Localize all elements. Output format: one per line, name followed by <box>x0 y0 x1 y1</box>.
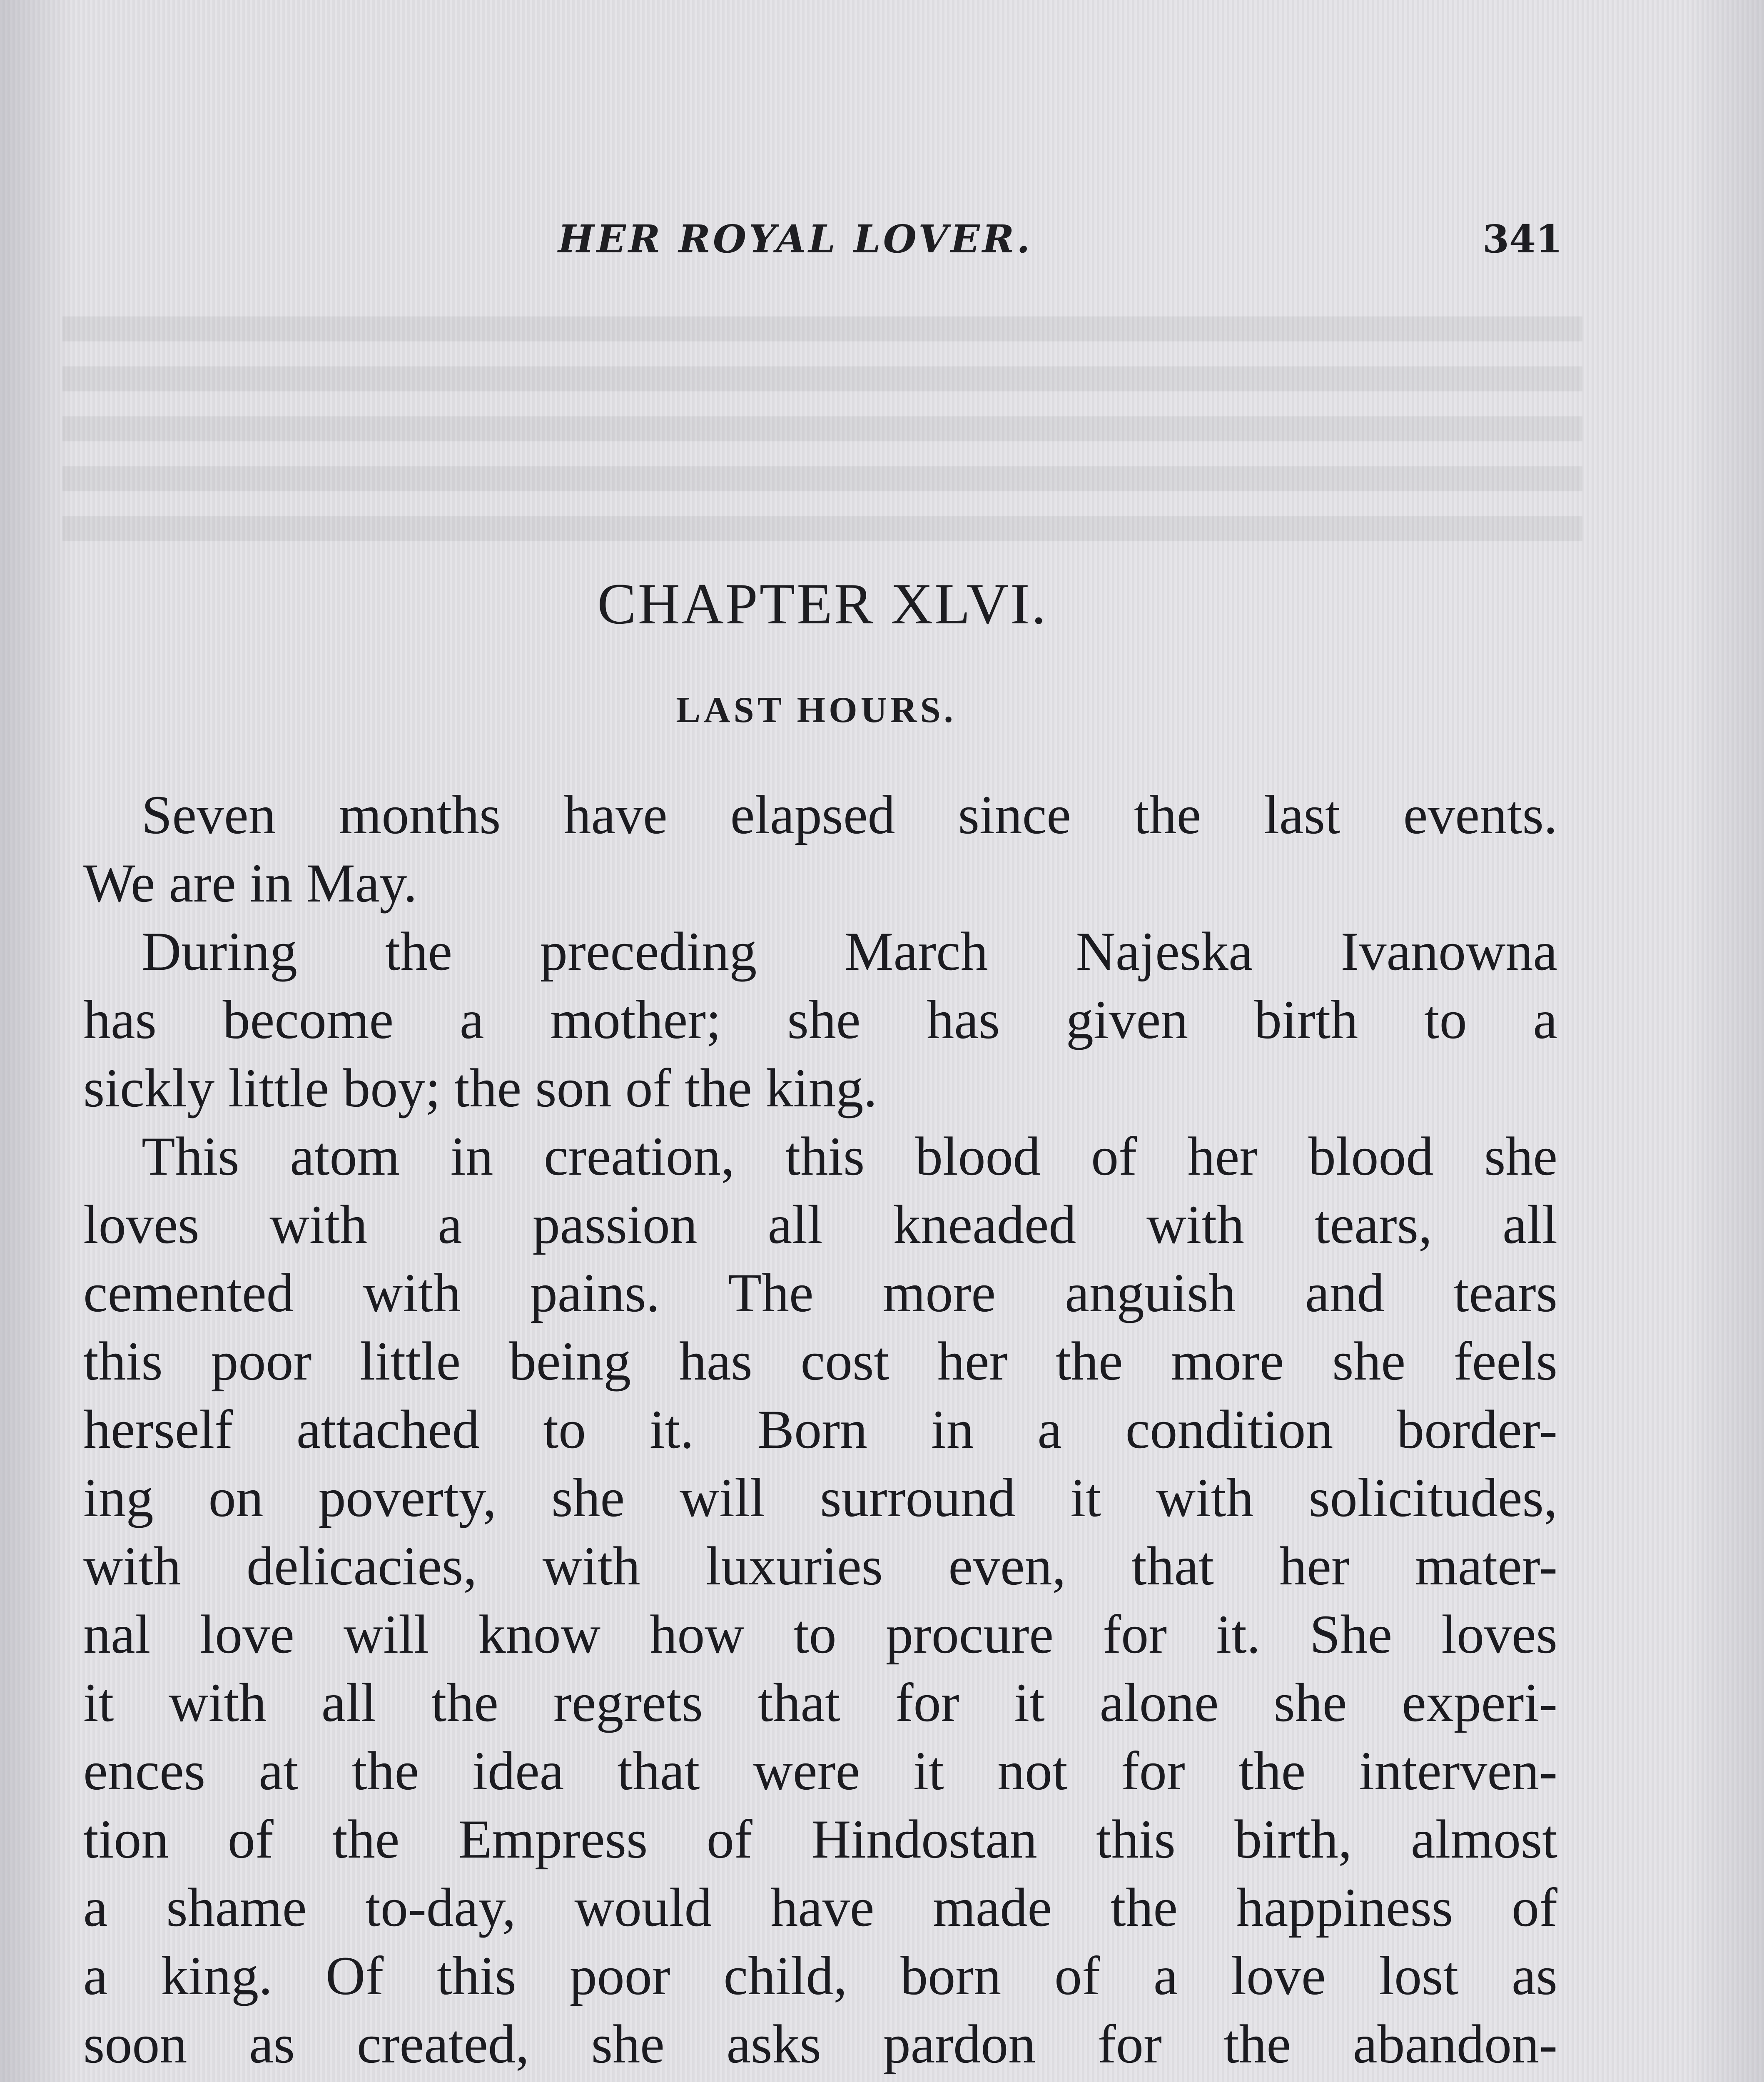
chapter-title: CHAPTER XLVI. <box>597 572 1048 636</box>
text-line: this poor little being has cost her the more she feels <box>83 1330 1557 1392</box>
text-line: sickly little boy; the son of the king. <box>83 1057 877 1118</box>
show-through-text <box>62 316 1582 566</box>
text-line: nal love will know how to procure for it. She loves <box>83 1604 1557 1665</box>
text-line: it with all the regrets that for it alone she experi- <box>83 1672 1557 1733</box>
text-line: cemented with pains. The more anguish and tears <box>83 1262 1557 1323</box>
text-line: During the preceding March Najeska Ivanowna <box>142 921 1557 982</box>
text-line <box>83 2078 1557 2082</box>
text-line: soon as created, she asks pardon for the abandon- <box>83 2013 1557 2075</box>
text-line: a king. Of this poor child, born of a love lost as <box>83 1945 1557 2006</box>
body-text <box>83 781 1557 2082</box>
text-line: herself attached to it. Born in a condition border- <box>83 1399 1557 1460</box>
text-line: a shame to-day, would have made the happiness of <box>83 1877 1557 1938</box>
chapter-subtitle: LAST HOURS. <box>676 690 957 730</box>
text-line: with delicacies, with luxuries even, that her mater- <box>83 1535 1557 1596</box>
text-line: ences at the idea that were it not for the interven- <box>83 1740 1557 1801</box>
page-number: 341 <box>1482 217 1563 261</box>
text-line: ing on poverty, she will surround it with solicitudes, <box>83 1467 1557 1528</box>
text-line: We are in May. <box>83 852 417 914</box>
text-line: loves with a passion all kneaded with tears, all <box>83 1194 1557 1255</box>
text-line: Seven months have elapsed since the last events. <box>142 784 1557 845</box>
text-line: has become a mother; she has given birth to a <box>83 989 1557 1050</box>
running-title: HER ROYAL LOVER. <box>558 217 1033 261</box>
text-line: This atom in creation, this blood of her blood she <box>142 1126 1557 1187</box>
page-header <box>0 217 1764 279</box>
text-line: tion of the Empress of Hindostan this birth, almost <box>83 1808 1557 1870</box>
